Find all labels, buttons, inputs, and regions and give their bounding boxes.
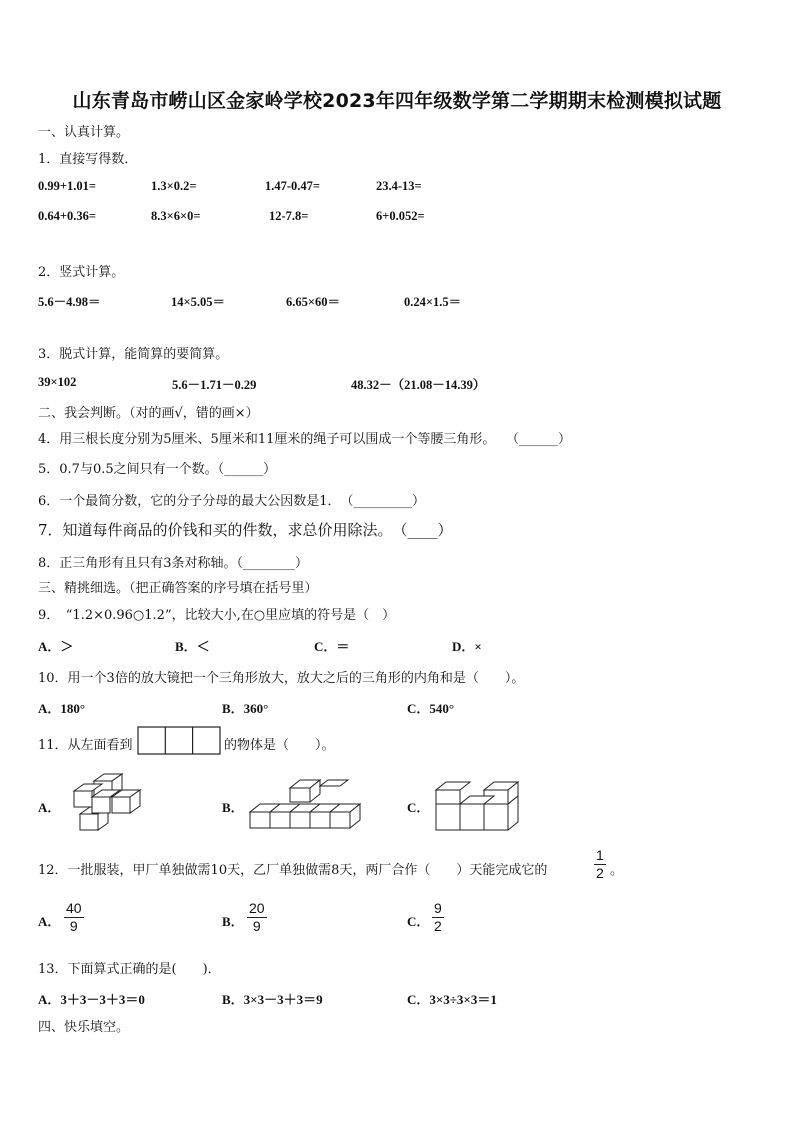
question-11-stem-end: 的物体是（ ）。: [224, 738, 335, 753]
calc-item: 5.6－1.71－0.29: [172, 378, 257, 392]
option: B．360°: [222, 701, 269, 716]
calc-item: 48.32－（21.08－14.39）: [351, 378, 486, 392]
option: B．: [222, 800, 244, 815]
question-10-stem: 10．用一个3倍的放大镜把一个三角形放大，放大之后的三角形的内角和是（ ）。: [38, 671, 525, 686]
option: A．: [38, 914, 61, 929]
option: C．540°: [407, 701, 455, 716]
calc-item: 12-7.8=: [269, 209, 309, 223]
cube-figure-a: [60, 770, 165, 832]
option-b-fraction: 20 9: [249, 900, 265, 934]
section-heading-4: 四、快乐填空。: [38, 1020, 130, 1035]
question-12-stem-end: 。: [610, 863, 624, 878]
calc-item: 23.4-13=: [376, 179, 422, 193]
calc-item: 39×102: [38, 375, 77, 389]
section-heading-2: 二、我会判断。（对的画√，错的画×）: [38, 406, 259, 421]
page-title: 山东青岛市崂山区金家岭学校2023年四年级数学第二学期期末检测模拟试题: [72, 90, 722, 112]
calc-item: 8.3×6×0=: [151, 209, 201, 223]
calc-item: 14×5.05＝: [171, 295, 225, 309]
question-2-stem: 2．竖式计算。: [38, 265, 125, 280]
judge-question: 5．0.7与0.5之间只有一个数。（______）: [38, 462, 277, 477]
question-9-stem: 9． “1.2×0.96○1.2”，比较大小,在○里应填的符号是（ ）: [38, 608, 396, 623]
section-heading-1: 一、认真计算。: [38, 125, 130, 140]
fraction-denominator: 2: [596, 865, 604, 881]
cube-figure-c: [434, 778, 528, 832]
question-11-stem: 11．从左面看到: [38, 738, 133, 753]
option: D．×: [452, 639, 482, 654]
calc-item: 1.3×0.2=: [151, 179, 197, 193]
calc-item: 1.47-0.47=: [265, 179, 321, 193]
question-12-stem: 12．一批服装，甲厂单独做需10天，乙厂单独做需8天，两厂合作（ ）天能完成它的: [38, 863, 548, 878]
judge-question: 7．知道每件商品的价钱和买的件数，求总价用除法。 （____）: [38, 521, 453, 539]
question-3-stem: 3．脱式计算，能简算的要简算。: [38, 347, 229, 362]
question-13-stem: 13．下面算式正确的是( )．: [38, 962, 221, 977]
calc-item: 0.24×1.5＝: [404, 295, 462, 309]
fraction-numerator: 1: [596, 847, 604, 863]
judge-question: 6．一个最简分数，它的分子分母的最大公因数是1． （_________）: [38, 494, 426, 509]
section-heading-3: 三、精挑细选。（把正确答案的序号填在括号里）: [38, 581, 318, 596]
calc-item: 6.65×60＝: [286, 295, 340, 309]
calc-item: 0.99+1.01=: [38, 179, 96, 193]
option: C．3×3÷3×3＝1: [407, 992, 497, 1007]
cube-figure-b: [248, 776, 366, 830]
option: B．3×3－3＋3＝9: [222, 992, 323, 1007]
option: B．: [222, 914, 244, 929]
question-1-stem: 1．直接写得数．: [38, 152, 138, 167]
left-view-figure: [137, 726, 221, 755]
option: B．＜: [175, 639, 210, 654]
calc-item: 6+0.052=: [376, 209, 425, 223]
option: C．: [407, 914, 430, 929]
calc-item: 0.64+0.36=: [38, 209, 96, 223]
option-a-fraction: 40 9: [66, 900, 82, 934]
option: C．＝: [314, 639, 350, 654]
option: A．3＋3－3＋3＝0: [38, 992, 145, 1007]
judge-question: 8．正三角形有且只有3条对称轴。（________）: [38, 556, 309, 571]
option: A．＞: [38, 639, 74, 654]
option-c-fraction: 9 2: [434, 900, 442, 934]
option: A．: [38, 800, 61, 815]
option: A．180°: [38, 701, 86, 716]
fraction-one-half: [594, 847, 606, 882]
calc-item: 5.6－4.98＝: [38, 295, 101, 309]
judge-question: 4．用三根长度分别为5厘米、5厘米和11厘米的绳子可以围成一个等腰三角形。 （______）: [38, 432, 571, 447]
option: C．: [407, 800, 430, 815]
